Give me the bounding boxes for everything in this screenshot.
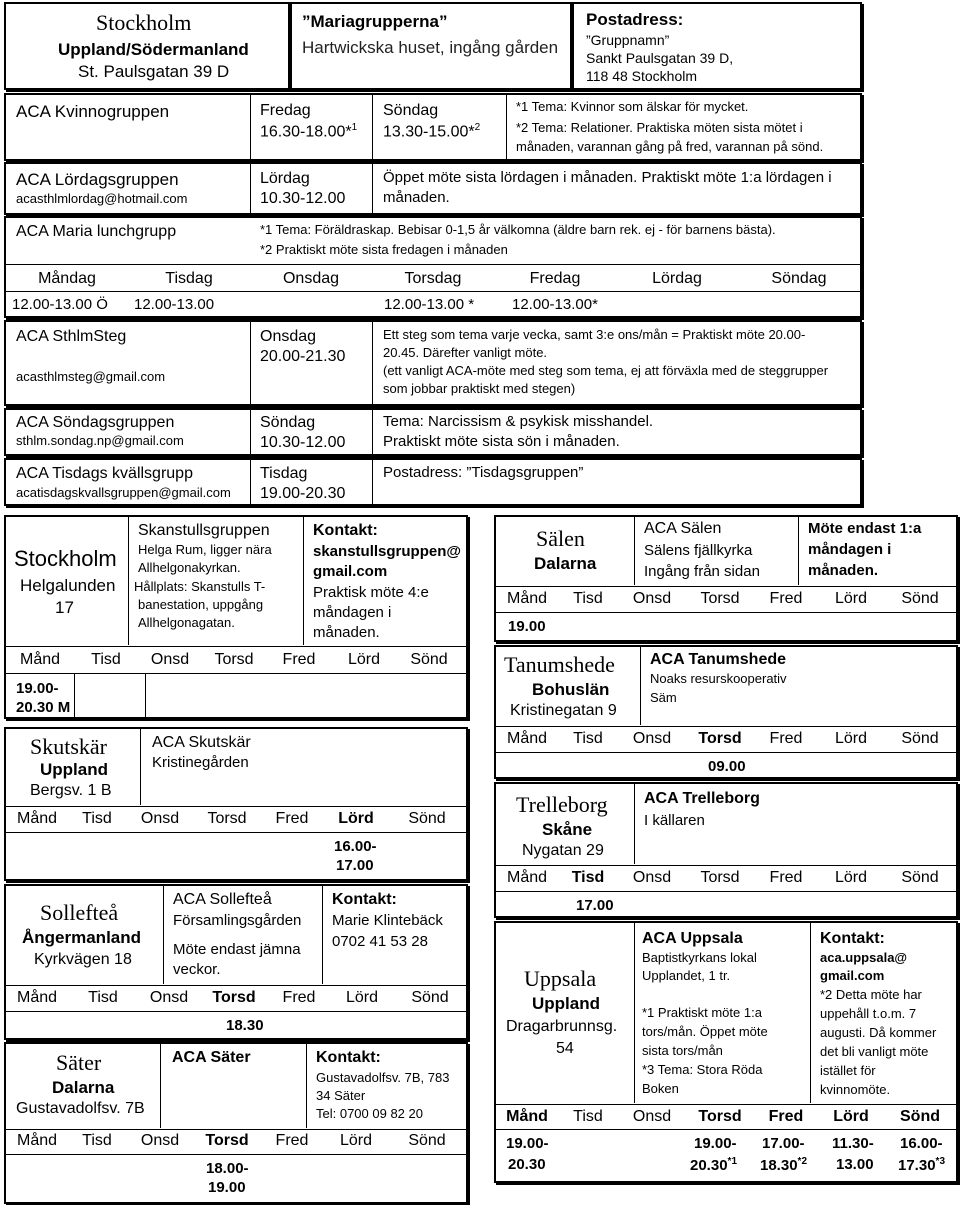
divider [506, 95, 507, 159]
skutskar-time1: 16.00- [334, 838, 377, 855]
uppsala-n2-1: uppehåll t.o.m. 7 [820, 1006, 917, 1021]
day-label: Fred [768, 1108, 804, 1125]
divider [140, 729, 141, 805]
skutskar-place: Kristinegården [152, 754, 249, 771]
sthlmsteg-note1: Ett steg som tema varje vecka, samt 3:e ons/mån = Praktiskt möte 20.00- [383, 327, 806, 342]
day-label: Sönd [901, 590, 939, 607]
divider [634, 517, 635, 585]
salen-days [496, 590, 956, 608]
salen-city: Sälen [536, 526, 585, 551]
day-label: Månd [506, 590, 548, 607]
maria-lunch-time-thu: 12.00-13.00 * [384, 296, 475, 313]
sater-contact-label: Kontakt: [316, 1049, 381, 1066]
skutskar-city: Skutskär [30, 734, 107, 759]
divider [496, 586, 956, 587]
salen-note-2: månaden. [808, 562, 879, 579]
day-label: Torsd [214, 651, 254, 668]
divider [798, 517, 799, 585]
day-label: Tisd [573, 730, 603, 747]
solleftea-addr: Kyrkvägen 18 [34, 951, 132, 968]
maria-lunch-time-fri: 12.00-13.00* [512, 296, 598, 313]
divider [496, 1104, 956, 1105]
salen-place2: Ingång från sidan [644, 563, 760, 580]
day-label: Tisd [82, 1132, 112, 1149]
kvinno-time1-text: 16.30-18.00* [260, 123, 352, 141]
uppsala-city: Uppsala [524, 966, 597, 991]
sater-name: ACA Säter [172, 1049, 251, 1066]
divider [372, 410, 373, 454]
skanstull-desc-3: banestation, uppgång [138, 597, 264, 612]
trelleborg-name: ACA Trelleborg [644, 790, 760, 807]
tisdag-name: ACA Tisdags kvällsgrupp [16, 465, 193, 482]
day-label: Sönd [410, 651, 448, 668]
sondag-time: 10.30-12.00 [260, 434, 346, 451]
uppsala-n2-0: *2 Detta möte har [820, 987, 922, 1002]
trelleborg-place: I källaren [644, 812, 705, 829]
tanumshede-region: Bohuslän [532, 680, 610, 699]
skanstull-contact-label: Kontakt: [313, 522, 378, 539]
uppsala-time-thu-2-text: 20.30 [690, 1157, 728, 1174]
solleftea-city: Sollefteå [40, 900, 119, 925]
uppsala-days [496, 1108, 956, 1126]
day-label: Tisd [91, 651, 121, 668]
day-label: Tisd [573, 590, 603, 607]
uppsala-addr1: Dragarbrunnsg. [506, 1018, 618, 1035]
divider [6, 1011, 466, 1012]
divider [496, 1129, 956, 1130]
uppsala-time-fri-2-text: 18.30 [760, 1157, 798, 1174]
skanstull-place: Helgalunden [20, 576, 116, 595]
day-label: Torsd [698, 1108, 742, 1125]
divider [6, 673, 466, 674]
tanumshede-name: ACA Tanumshede [650, 651, 787, 668]
uppsala-time-fri-sup: *2 [797, 1156, 807, 1167]
divider [6, 291, 860, 292]
divider [250, 322, 251, 404]
skutskar-region: Uppland [40, 760, 108, 779]
skanstull-desc-4: Allhelgonagatan. [138, 615, 235, 630]
skanstull-time1: 19.00- [16, 680, 59, 697]
day-sunday: Söndag [771, 270, 827, 287]
skutskar-days [6, 810, 466, 828]
day-label: Onsd [632, 869, 672, 886]
divider [810, 923, 811, 1103]
lordag-name: ACA Lördagsgruppen [16, 170, 179, 189]
day-label: Månd [16, 810, 58, 827]
uppsala-time-sun-sup: *3 [935, 1156, 945, 1167]
kvinno-day2: Söndag [383, 102, 439, 119]
uppsala-n2-5: kvinnomöte. [820, 1082, 891, 1097]
skanstull-desc-0: Helga Rum, ligger nära [138, 542, 272, 557]
maria-title-text: Mariagrupperna [310, 12, 439, 31]
stockholm-region: Uppland/Södermanland [58, 40, 249, 59]
day-label: Torsd [700, 590, 740, 607]
trelleborg-addr: Nygatan 29 [522, 842, 604, 859]
skutskar-name: ACA Skutskär [152, 734, 251, 751]
uppsala-time-sun-2-text: 17.30 [898, 1157, 936, 1174]
sater-days [6, 1132, 466, 1150]
solleftea-place: Församlingsgården [173, 912, 302, 929]
uppsala-n3-0: *3 Tema: Stora Röda [642, 1062, 763, 1077]
day-label: Tisd [571, 869, 605, 886]
uppsala-contact-label: Kontakt: [820, 930, 885, 947]
divider [322, 886, 323, 984]
skanstull-name: Skanstullsgruppen [138, 522, 270, 539]
kvinno-name: ACA Kvinnogruppen [16, 102, 170, 121]
lordag-email: acasthlmlordag@hotmail.com [16, 191, 188, 206]
tanumshede-place1: Noaks resurskooperativ [650, 671, 787, 686]
skanstull-days [6, 651, 466, 669]
day-monday: Måndag [38, 270, 96, 287]
day-label: Onsd [150, 651, 190, 668]
maria-lunch-note2: *2 Praktiskt möte sista fredagen i månaden [260, 242, 508, 257]
kvinno-sup1: 1 [351, 122, 358, 133]
skutskar-time2: 17.00 [336, 857, 374, 874]
lordag-day: Lördag [260, 170, 310, 187]
sondag-email: sthlm.sondag.np@gmail.com [16, 433, 184, 448]
tisdag-time: 19.00-20.30 [260, 485, 346, 502]
divider [496, 752, 956, 753]
sthlmsteg-note4: som jobbar praktiskt med stegen) [383, 381, 576, 396]
salen-region: Dalarna [534, 554, 597, 573]
sater-contact3: Tel: 0700 09 82 20 [316, 1106, 423, 1121]
uppsala-name: ACA Uppsala [642, 930, 743, 947]
day-label: Onsd [140, 810, 180, 827]
uppsala-n1-0: *1 Praktiskt möte 1:a [642, 1005, 762, 1020]
solleftea-note-1: veckor. [173, 961, 221, 978]
sondag-note2: Praktiskt möte sista sön i månaden. [383, 433, 620, 450]
divider [128, 517, 129, 645]
uppsala-time-sun-1: 16.00- [900, 1135, 943, 1152]
day-label: Sönd [408, 810, 446, 827]
divider [303, 517, 304, 645]
skanstull-time2: 20.30 M [16, 699, 71, 716]
divider [496, 726, 956, 727]
uppsala-time-fri-1: 17.00- [762, 1135, 805, 1152]
day-label: Tisd [573, 1108, 603, 1125]
divider [6, 832, 466, 833]
divider [6, 646, 466, 647]
stockholm-address: St. Paulsgatan 39 D [78, 62, 230, 81]
lordag-note2: månaden. [383, 189, 450, 206]
day-label: Torsd [212, 989, 256, 1006]
divider [306, 1044, 307, 1128]
day-label: Fred [282, 651, 316, 668]
day-label: Sönd [408, 1132, 446, 1149]
tanumshede-place2: Säm [650, 690, 677, 705]
lordag-note1: Öppet möte sista lördagen i månaden. Praktiskt möte 1:a lördagen i [383, 169, 832, 186]
day-label: Månd [19, 651, 61, 668]
divider [250, 164, 251, 213]
sater-contact1: Gustavadolfsv. 7B, 783 [316, 1070, 450, 1085]
trelleborg-city: Trelleborg [516, 792, 608, 817]
salen-name: ACA Sälen [644, 520, 722, 537]
sondag-note1: Tema: Narcissism & psykisk misshandel. [383, 413, 654, 430]
sthlmsteg-note3: (ett vanligt ACA-möte med steg som tema, ej att förväxla med de steggrupper [383, 363, 829, 378]
day-label: Lörd [834, 730, 868, 747]
skanstull-city: Stockholm [14, 546, 117, 571]
divider [6, 1129, 466, 1130]
day-label: Onsd [632, 590, 672, 607]
lordag-time: 10.30-12.00 [260, 190, 346, 207]
maria-lunch-time-mon: 12.00-13.00 Ö [12, 296, 108, 313]
day-label: Onsd [632, 730, 672, 747]
salen-note-0: Möte endast 1:a [808, 520, 922, 537]
day-label: Månd [506, 1108, 548, 1125]
day-label: Månd [506, 730, 548, 747]
day-label: Fred [769, 869, 803, 886]
day-label: Onsd [632, 1108, 672, 1125]
maria-lunch-time-tue: 12.00-13.00 [134, 296, 215, 313]
postal-name-text: Gruppnamn [590, 32, 665, 48]
sater-time2: 19.00 [208, 1179, 246, 1196]
divider [496, 891, 956, 892]
divider [640, 647, 641, 725]
uppsala-time-thu-2 [690, 1156, 737, 1174]
divider [145, 674, 146, 717]
skanstull-note-2: månaden. [313, 624, 380, 641]
sthlmsteg-time: 20.00-21.30 [260, 348, 346, 365]
skanstull-desc-2: Hållplats: Skanstulls T- [134, 579, 266, 594]
uppsala-time-fri-2 [760, 1156, 807, 1174]
divider [372, 460, 373, 504]
day-label: Torsd [700, 869, 740, 886]
day-label: Månd [16, 1132, 58, 1149]
solleftea-time: 18.30 [226, 1017, 264, 1034]
day-label: Månd [16, 989, 58, 1006]
uppsala-contact1: aca.uppsala@ [820, 950, 908, 965]
kvinno-note1: *1 Tema: Kvinnor som älskar för mycket. [516, 99, 749, 114]
maria-lunch-days [6, 270, 860, 288]
uppsala-time-thu-sup: *1 [727, 1156, 737, 1167]
postal-label: Postadress: [586, 10, 684, 29]
sthlmsteg-name: ACA SthlmSteg [16, 328, 127, 345]
kvinno-day1: Fredag [260, 102, 311, 119]
day-label: Sönd [901, 869, 939, 886]
day-label: Fred [769, 730, 803, 747]
postal-street: Sankt Paulsgatan 39 D, [586, 50, 734, 66]
uppsala-n2-4: istället för [820, 1063, 876, 1078]
solleftea-region: Ångermanland [22, 928, 142, 947]
uppsala-n3-1: Boken [642, 1081, 679, 1096]
solleftea-contact1: Marie Klintebäck [332, 912, 443, 929]
uppsala-time-sat-2: 13.00 [836, 1156, 874, 1173]
divider [6, 264, 860, 265]
sthlmsteg-email: acasthlmsteg@gmail.com [16, 369, 166, 384]
skanstull-contact1: skanstullsgruppen@ [313, 543, 461, 560]
day-label: Torsd [207, 810, 247, 827]
day-label: Lörd [338, 810, 374, 827]
day-label: Torsd [205, 1132, 249, 1149]
sater-city: Säter [56, 1050, 102, 1075]
uppsala-n1-2: sista tors/mån [642, 1043, 723, 1058]
divider [496, 865, 956, 866]
maria-place: Hartwickska huset, ingång gården [302, 38, 559, 57]
tanumshede-days [496, 730, 956, 748]
divider [372, 164, 373, 213]
sondag-name: ACA Söndagsgruppen [16, 414, 175, 431]
skanstull-note-1: måndagen i [313, 604, 392, 621]
day-label: Lörd [339, 1132, 373, 1149]
solleftea-contact2: 0702 41 53 28 [332, 933, 428, 950]
uppsala-n1-1: tors/mån. Öppet möte [642, 1024, 768, 1039]
day-label: Lörd [834, 590, 868, 607]
skanstull-num: 17 [55, 598, 74, 617]
day-label: Tisd [88, 989, 118, 1006]
trelleborg-region: Skåne [542, 820, 593, 839]
day-wednesday: Onsdag [282, 270, 340, 287]
divider [250, 95, 251, 159]
uppsala-time-thu-1: 19.00- [694, 1135, 737, 1152]
sondag-day: Söndag [260, 414, 316, 431]
day-label: Fred [275, 810, 309, 827]
uppsala-n2-3: det bli vanligt möte [820, 1044, 929, 1059]
sthlmsteg-day: Onsdag [260, 328, 317, 345]
day-friday: Fredag [529, 270, 581, 287]
day-label: Sönd [411, 989, 449, 1006]
day-label: Fred [769, 590, 803, 607]
kvinno-time2-text: 13.30-15.00* [383, 123, 475, 141]
skutskar-addr: Bergsv. 1 B [30, 782, 112, 799]
divider [372, 322, 373, 404]
kvinno-note2: *2 Tema: Relationer. Praktiska möten sista mötet i [516, 120, 803, 135]
kvinno-time1 [260, 122, 357, 142]
sater-region: Dalarna [52, 1078, 115, 1097]
trelleborg-time: 17.00 [576, 897, 614, 914]
day-label: Fred [282, 989, 316, 1006]
maria-title: ”Mariagrupperna” [302, 12, 448, 31]
skanstull-note-0: Praktisk möte 4:e [313, 584, 429, 601]
salen-time: 19.00 [508, 618, 546, 635]
day-tuesday: Tisdag [165, 270, 213, 287]
day-label: Tisd [82, 810, 112, 827]
divider [634, 923, 635, 1103]
uppsala-place2: Upplandet, 1 tr. [642, 968, 731, 983]
divider [163, 886, 164, 984]
day-label: Onsd [149, 989, 189, 1006]
tanumshede-addr: Kristinegatan 9 [510, 702, 617, 719]
day-label: Fred [275, 1132, 309, 1149]
tisdag-note: Postadress: ”Tisdagsgruppen” [383, 464, 584, 481]
divider [160, 1044, 161, 1128]
divider [250, 460, 251, 504]
sater-time1: 18.00- [206, 1160, 249, 1177]
skanstull-contact2: gmail.com [313, 563, 388, 580]
postal-zip: 118 48 Stockholm [586, 68, 698, 84]
sater-contact2: 34 Säter [316, 1088, 366, 1103]
tanumshede-city: Tanumshede [504, 652, 615, 677]
uppsala-contact2: gmail.com [820, 968, 885, 983]
divider [372, 95, 373, 159]
sater-addr: Gustavadolfsv. 7B [16, 1100, 145, 1117]
tisdag-email: acatisdagskvallsgruppen@gmail.com [16, 485, 231, 500]
uppsala-time-sat-1: 11.30- [832, 1135, 874, 1152]
uppsala-time-mon-2: 20.30 [508, 1156, 546, 1173]
divider [496, 612, 956, 613]
day-label: Lörd [345, 989, 379, 1006]
day-label: Lörd [833, 1108, 869, 1125]
divider [6, 985, 466, 986]
maria-lunch-note1: *1 Tema: Föräldraskap. Bebisar 0-1,5 år välkomna (äldre barn rek. ej - för barnens bästa). [260, 222, 776, 237]
uppsala-place1: Baptistkyrkans lokal [642, 950, 757, 965]
sthlmsteg-note2: 20.45. Därefter vanligt möte. [383, 345, 548, 360]
salen-place1: Sälens fjällkyrka [644, 542, 753, 559]
solleftea-days [6, 989, 466, 1007]
salen-note-1: måndagen i [808, 541, 892, 558]
divider [6, 1154, 466, 1155]
uppsala-time-mon-1: 19.00- [506, 1135, 549, 1152]
divider [74, 674, 75, 717]
tanumshede-time: 09.00 [708, 758, 746, 775]
uppsala-addr2: 54 [556, 1040, 574, 1057]
kvinno-sup2: 2 [474, 122, 481, 133]
day-label: Lörd [834, 869, 868, 886]
solleftea-contact-label: Kontakt: [332, 891, 397, 908]
uppsala-n2-2: augusti. Då kommer [820, 1025, 937, 1040]
day-thursday: Torsdag [404, 270, 462, 287]
day-label: Onsd [140, 1132, 180, 1149]
divider [6, 806, 466, 807]
day-label: Sönd [900, 1108, 940, 1125]
kvinno-note3: månaden, varannan gång på fred, varannan på sönd. [516, 139, 824, 154]
postal-name: ”Gruppnamn” [586, 32, 670, 48]
kvinno-time2 [383, 122, 480, 142]
trelleborg-days [496, 869, 956, 887]
solleftea-name: ACA Sollefteå [173, 891, 272, 908]
solleftea-note-0: Möte endast jämna [173, 941, 301, 958]
uppsala-region: Uppland [532, 994, 600, 1013]
day-label: Sönd [901, 730, 939, 747]
day-label: Torsd [698, 730, 742, 747]
divider [634, 784, 635, 864]
day-saturday: Lördag [652, 270, 702, 287]
maria-lunch-name: ACA Maria lunchgrupp [16, 223, 177, 240]
uppsala-time-sun-2 [898, 1156, 945, 1174]
tisdag-day: Tisdag [260, 465, 308, 482]
day-label: Lörd [347, 651, 381, 668]
skanstull-desc-1: Allhelgonakyrkan. [138, 560, 241, 575]
day-label: Månd [506, 869, 548, 886]
divider [250, 410, 251, 454]
stockholm-city: Stockholm [96, 10, 192, 35]
